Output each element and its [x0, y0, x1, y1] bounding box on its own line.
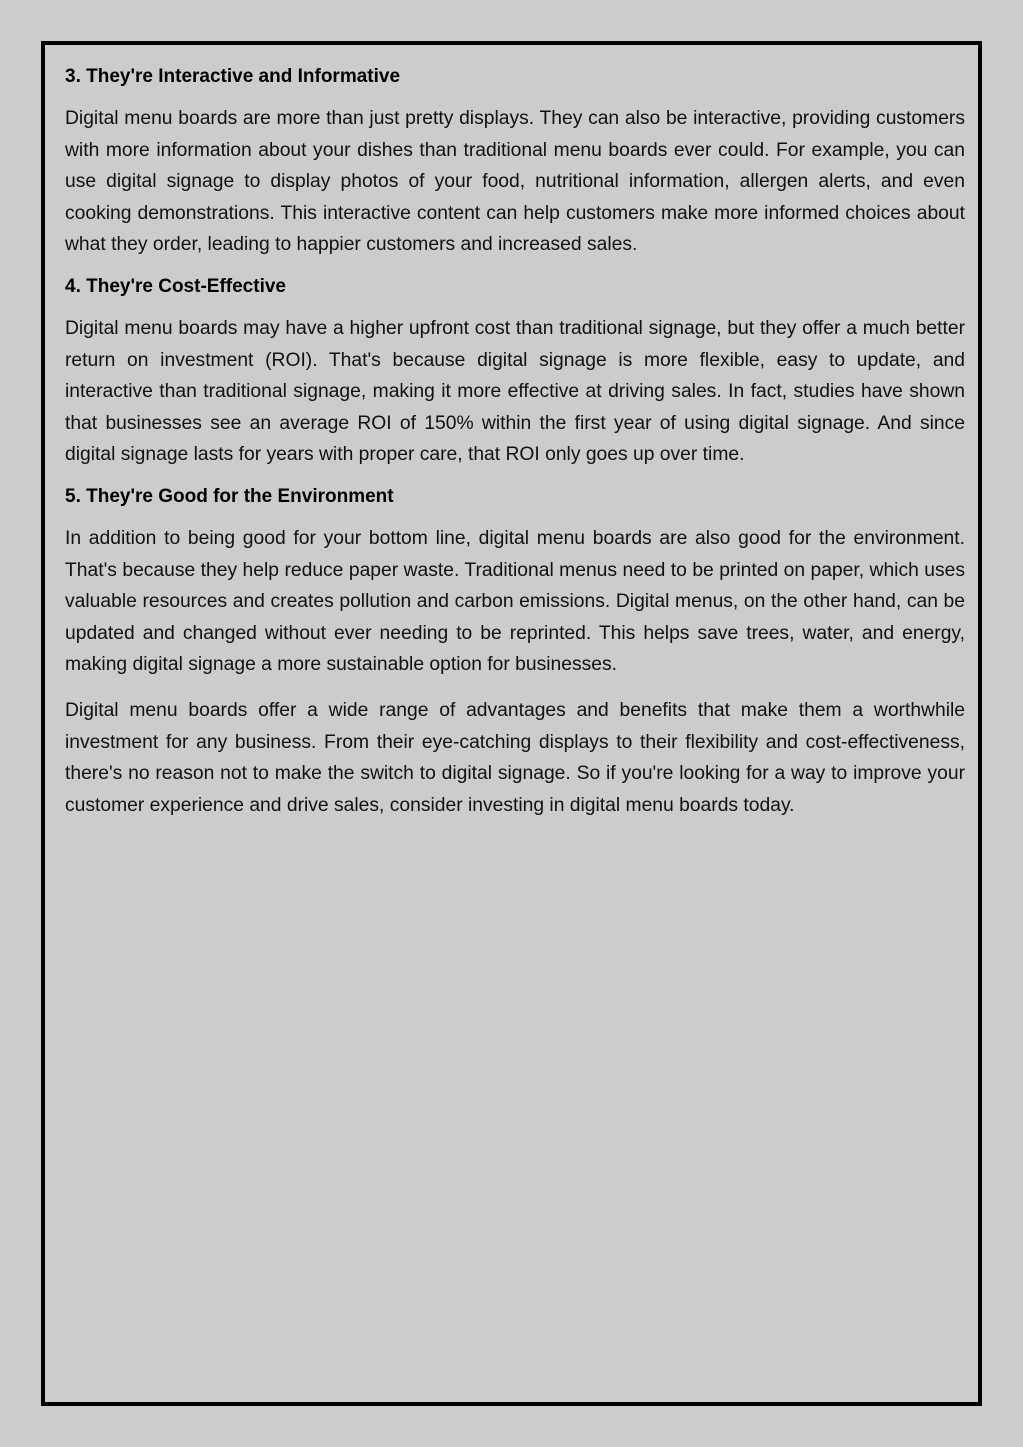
document-content — [65, 65, 965, 835]
section-paragraph: In addition to being good for your bottom line, digital menu boards are also good for the environment. That's because they help reduce paper waste. Traditional menus need to be printed on paper, which uses valuable resources and creates pollution and carbon emissions. Digital menus, on the other hand, can be updated and changed without ever needing to be reprinted. This helps save trees, water, and energy, making digital signage a more sustainable option for businesses. — [65, 527, 965, 676]
section-paragraph: Digital menu boards are more than just pretty displays. They can also be interactive, providing customers with more information about your dishes than traditional menu boards ever could. For example, you can use digital signage to display photos of your food, nutritional information, allergen alerts, and even cooking demonstrations. This interactive content can help customers make more informed choices about what they order, leading to happier customers and increased sales. — [65, 108, 965, 256]
section-heading: 3. They're Interactive and Informative — [65, 66, 401, 87]
page-frame — [41, 41, 982, 1406]
section-paragraph: Digital menu boards may have a higher upfront cost than traditional signage, but they offer a much better return on investment (ROI). That's because digital signage is more flexible, easy to update, and interactive than traditional signage, making it more effective at driving sales. In fact, studies have shown that businesses see an average ROI of 150% within the first year of using digital signage. And since digital signage lasts for years with proper care, that ROI only goes up over time. — [65, 317, 965, 466]
section-heading: 4. They're Cost-Effective — [65, 275, 286, 297]
section-heading: 5. They're Good for the Environment — [65, 485, 394, 507]
section-cost-effective — [65, 275, 965, 471]
section-environment — [65, 485, 965, 681]
section-interactive — [65, 65, 965, 261]
conclusion-paragraph: Digital menu boards offer a wide range of advantages and benefits that make them a worthwhile investment for any business. From their eye-catching displays to their flexibility and cost-effectiveness, there's no reason not to make the switch to digital signage. So if you're looking for a way to improve your customer experience and drive sales, consider investing in digital menu boards today. — [65, 699, 965, 816]
